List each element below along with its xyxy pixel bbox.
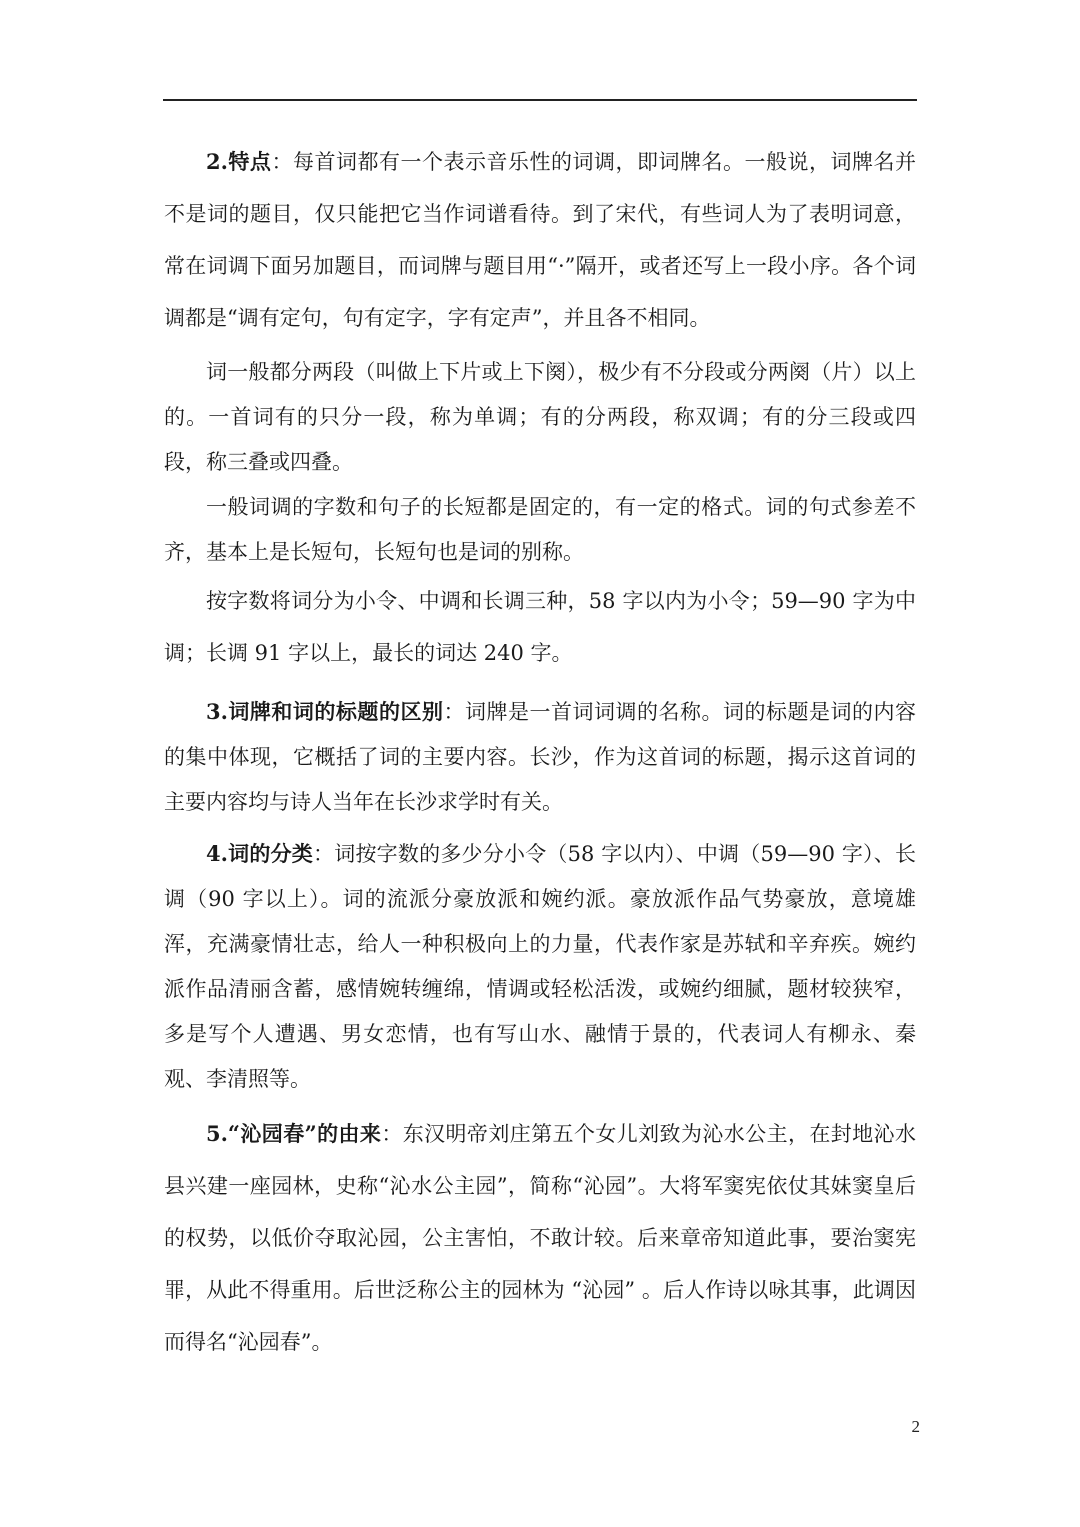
paragraph-length: 一般词调的字数和句子的长短都是固定的，有一定的格式。词的句式参差不齐，基本上是长短句，长短句也是词的别称。	[164, 495, 916, 564]
section-heading: 4.词的分类	[206, 841, 314, 866]
section-heading: 5.“沁园春”的由来	[206, 1121, 382, 1146]
section-characteristics	[164, 136, 916, 344]
section-text: ：词按字数的多少分小令（58 字以内）、中调（59—90 字）、长调（90 字以上）。词的流派分豪放派和婉约派。豪放派作品气势豪放，意境雄浑，充满豪情壮志，给人一种积极向上的力量，代表作家是苏轼和辛弃疾。婉约派作品清丽含蓄，感情婉转缠绵，情调或轻松活泼，或婉约细腻，题材较狭窄，多是写个人遭遇、男女恋情，也有写山水、融情于景的，代表词人有柳永、秦观、李清照等。	[164, 842, 916, 1091]
section-qinyuanchun-origin	[164, 1108, 916, 1368]
section-text: ：词牌是一首词词调的名称。词的标题是词的内容的集中体现，它概括了词的主要内容。长沙，作为这首词的标题，揭示这首词的主要内容均与诗人当年在长沙求学时有关。	[164, 700, 916, 814]
paragraph-segments: 词一般都分两段（叫做上下片或上下阕），极少有不分段或分两阕（片）以上的。一首词有的只分一段，称为单调；有的分两段，称双调；有的分三段或四段，称三叠或四叠。	[164, 360, 916, 474]
paragraph-word-counts: 按字数将词分为小令、中调和长调三种，58 字以内为小令；59—90 字为中调；长调 91 字以上，最长的词达 240 字。	[164, 589, 916, 665]
section-cipai-vs-title	[164, 689, 916, 825]
page-number: 2	[911, 1417, 920, 1436]
section-classification	[164, 831, 916, 1102]
section-text: ：东汉明帝刘庄第五个女儿刘致为沁水公主，在封地沁水县兴建一座园林，史称“沁水公主园”，简称“沁园”。大将军窦宪依仗其妹窦皇后的权势，以低价夺取沁园，公主害怕，不敢计较。后来章帝知道此事，要治窦宪罪，从此不得重用。后世泛称公主的园林为 “沁园” 。后人作诗以咏其事，此调因而得名“沁园春”。	[164, 1122, 916, 1354]
document-body	[164, 136, 916, 1368]
section-heading: 3.词牌和词的标题的区别	[206, 699, 444, 724]
header-rule	[163, 99, 917, 101]
section-heading: 2.特点	[206, 149, 272, 174]
section-text: ：每首词都有一个表示音乐性的词调，即词牌名。一般说，词牌名并不是词的题目，仅只能把它当作词谱看待。到了宋代，有些词人为了表明词意，常在词调下面另加题目，而词牌与题目用“·”隔开，或者还写上一段小序。各个词调都是“调有定句，句有定字，字有定声”，并且各不相同。	[164, 150, 916, 330]
